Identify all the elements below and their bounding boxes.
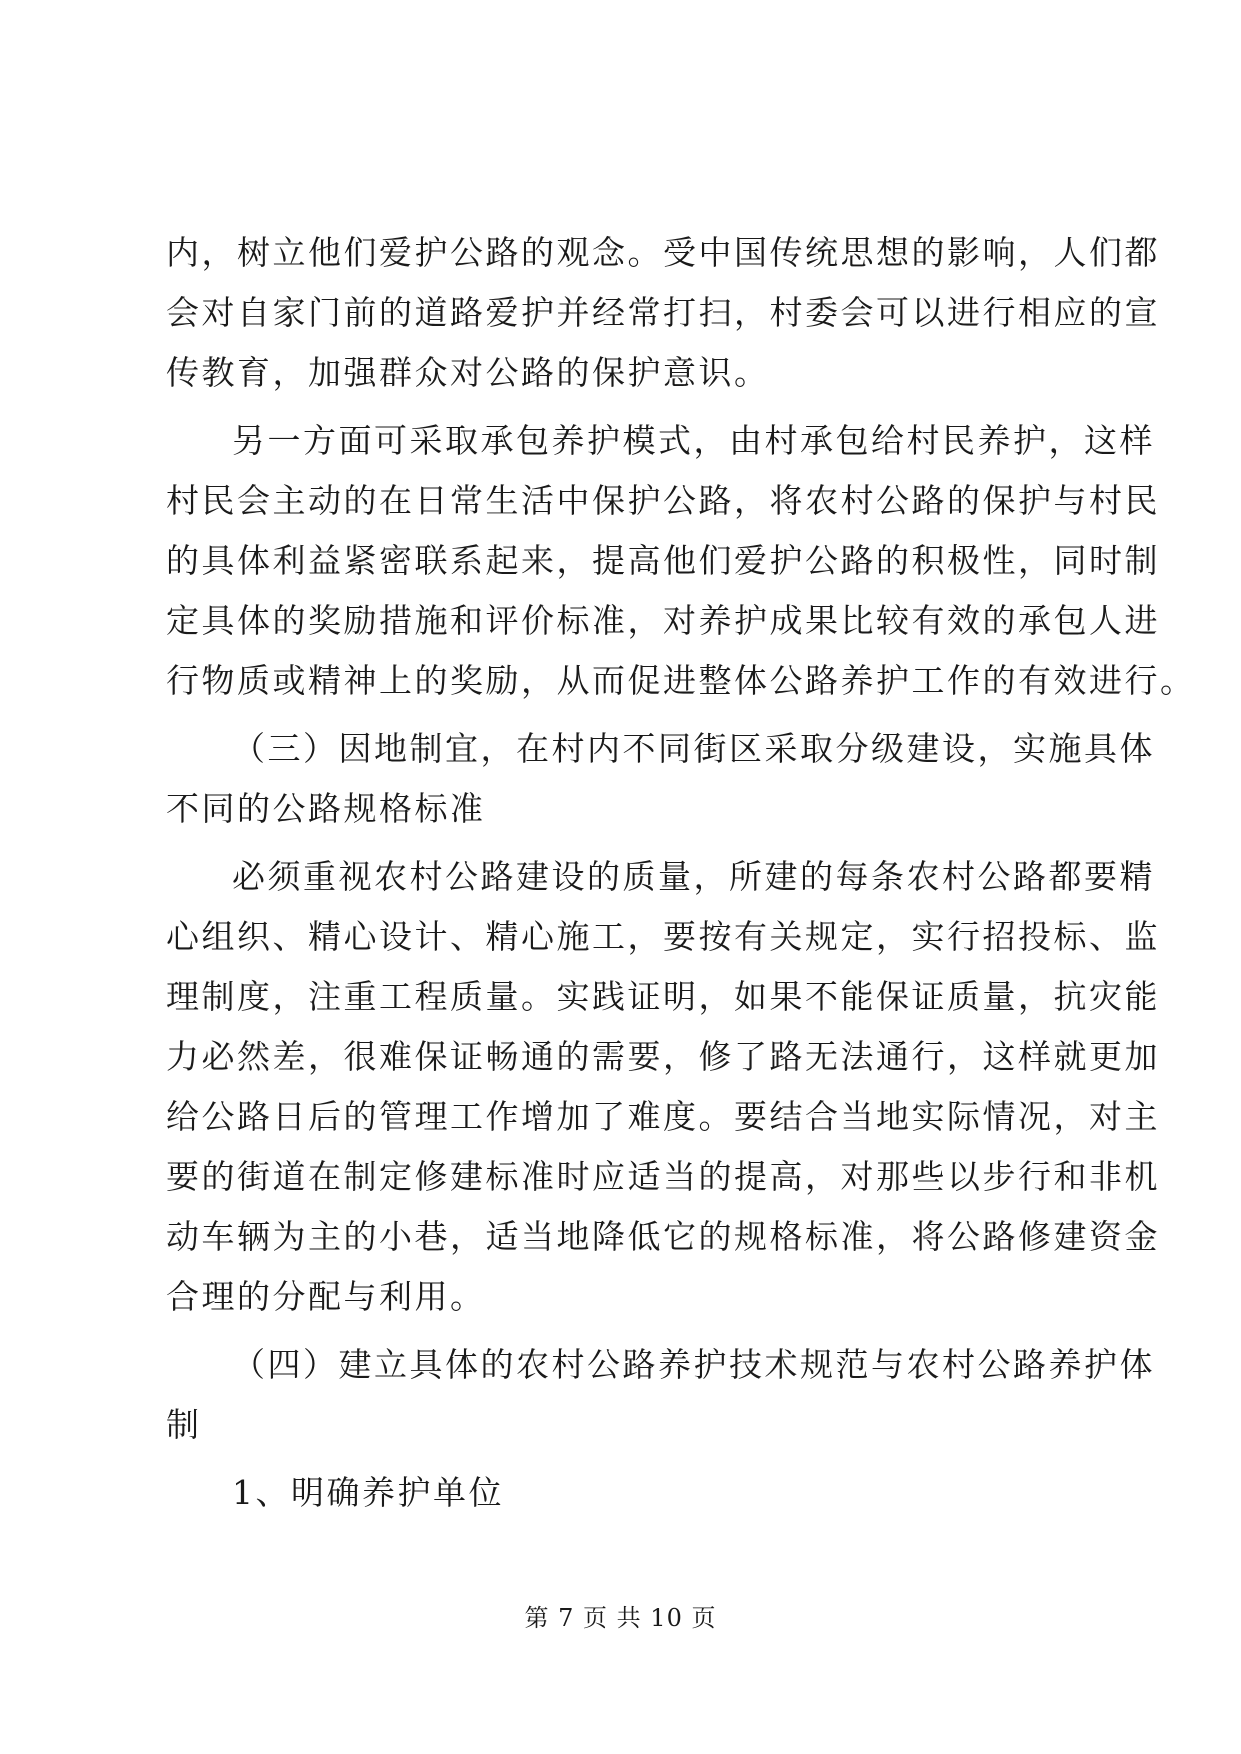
subsection-heading: 1、明确养护单位	[232, 1473, 504, 1512]
paragraph-line: 理制度，注重工程质量。实践证明，如果不能保证质量，抗灾能	[166, 977, 1160, 1016]
paragraph-line: 内，树立他们爱护公路的观念。受中国传统思想的影响，人们都	[166, 233, 1160, 272]
paragraph-line: 定具体的奖励措施和评价标准，对养护成果比较有效的承包人进	[166, 601, 1160, 640]
paragraph-line: 给公路日后的管理工作增加了难度。要结合当地实际情况，对主	[166, 1097, 1160, 1136]
paragraph-line: 必须重视农村公路建设的质量，所建的每条农村公路都要精	[232, 857, 1155, 896]
paragraph-line: 行物质或精神上的奖励，从而促进整体公路养护工作的有效进行。	[166, 661, 1196, 700]
section-heading: 制	[166, 1405, 202, 1444]
paragraph-line: 力必然差，很难保证畅通的需要，修了路无法通行，这样就更加	[166, 1037, 1160, 1076]
section-heading: 不同的公路规格标准	[166, 789, 486, 828]
page-number-footer: 第 7 页 共 10 页	[524, 1604, 717, 1632]
paragraph-line: 要的街道在制定修建标准时应适当的提高，对那些以步行和非机	[166, 1157, 1160, 1196]
paragraph-line: 村民会主动的在日常生活中保护公路，将农村公路的保护与村民	[166, 481, 1160, 520]
paragraph-line: 另一方面可采取承包养护模式，由村承包给村民养护，这样	[232, 421, 1155, 460]
paragraph-line: 心组织、精心设计、精心施工，要按有关规定，实行招投标、监	[166, 917, 1160, 956]
paragraph-line: 动车辆为主的小巷，适当地降低它的规格标准，将公路修建资金	[166, 1217, 1160, 1256]
paragraph-line: 合理的分配与利用。	[166, 1277, 486, 1316]
section-heading: （四）建立具体的农村公路养护技术规范与农村公路养护体	[232, 1345, 1155, 1384]
section-heading: （三）因地制宜，在村内不同街区采取分级建设，实施具体	[232, 729, 1155, 768]
paragraph-line: 会对自家门前的道路爱护并经常打扫，村委会可以进行相应的宣	[166, 293, 1160, 332]
paragraph-line: 传教育，加强群众对公路的保护意识。	[166, 353, 770, 392]
paragraph-line: 的具体利益紧密联系起来，提高他们爱护公路的积极性，同时制	[166, 541, 1160, 580]
